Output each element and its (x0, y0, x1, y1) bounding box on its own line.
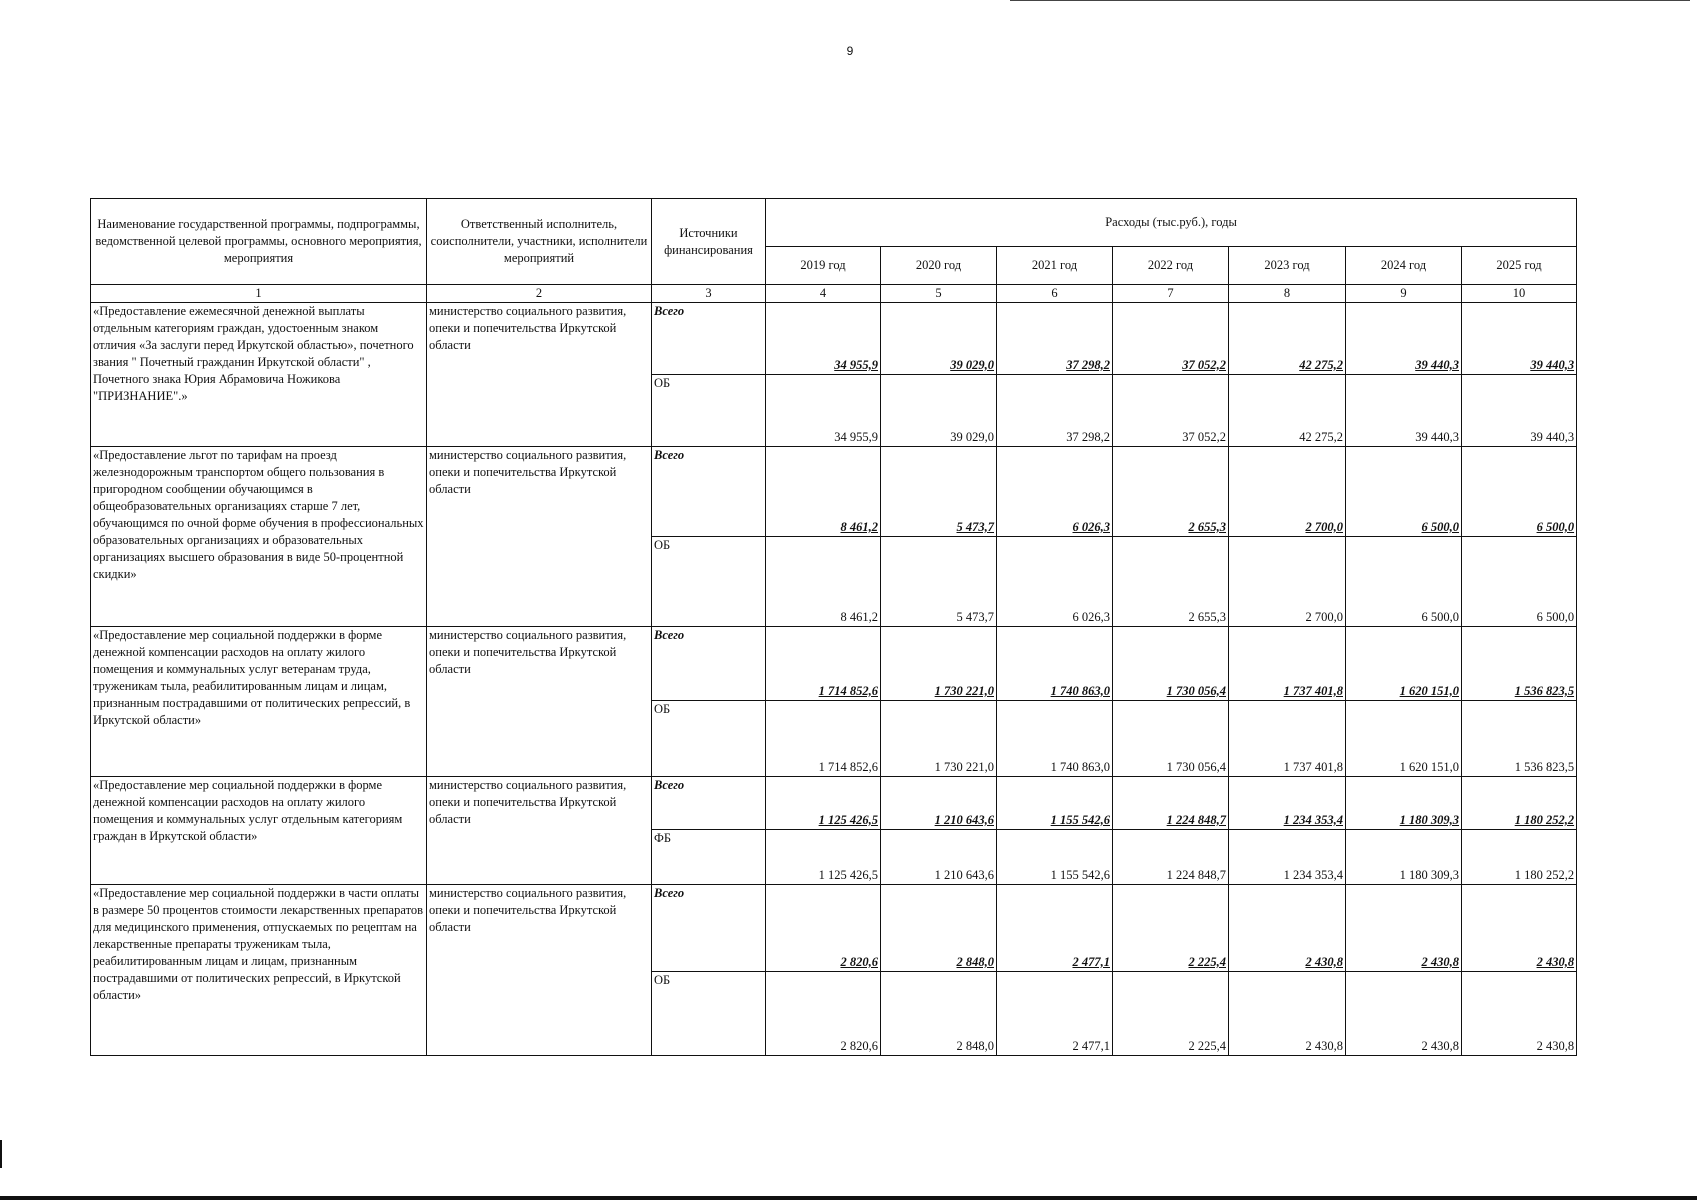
header-year: 2024 год (1346, 247, 1462, 285)
column-number: 6 (997, 285, 1113, 303)
total-value: 1 210 643,6 (881, 777, 997, 830)
table-row (91, 777, 1577, 830)
activity-name: «Предоставление ежемесячной денежной выплаты отдельным категориям граждан, удостоенным знаком отличия «За заслуги перед Иркутской областью», почетного звания " Почетный гражданин Иркутской области" , Почетного знака Юрия Абрамовича Ножикова "ПРИЗНАНИЕ".» (91, 303, 427, 447)
source-total-label: Всего (652, 777, 766, 830)
header-expenses: Расходы (тыс.руб.), годы (766, 199, 1577, 247)
total-value: 1 737 401,8 (1229, 627, 1346, 701)
source-value: 2 655,3 (1113, 537, 1229, 627)
total-value: 5 473,7 (881, 447, 997, 537)
total-value: 2 225,4 (1113, 885, 1229, 972)
source-value: 39 440,3 (1346, 375, 1462, 447)
column-number: 1 (91, 285, 427, 303)
source-value: 2 848,0 (881, 972, 997, 1056)
page-number: 9 (846, 44, 854, 58)
total-value: 1 714 852,6 (766, 627, 881, 701)
total-value: 6 500,0 (1346, 447, 1462, 537)
total-value: 2 700,0 (1229, 447, 1346, 537)
header-year: 2019 год (766, 247, 881, 285)
column-number: 2 (427, 285, 652, 303)
total-value: 1 155 542,6 (997, 777, 1113, 830)
header-year: 2020 год (881, 247, 997, 285)
source-value: 2 820,6 (766, 972, 881, 1056)
source-value: 1 125 426,5 (766, 830, 881, 885)
source-label: ОБ (652, 537, 766, 627)
total-value: 2 430,8 (1229, 885, 1346, 972)
total-value: 1 224 848,7 (1113, 777, 1229, 830)
total-value: 1 740 863,0 (997, 627, 1113, 701)
total-value: 1 234 353,4 (1229, 777, 1346, 830)
total-value: 37 298,2 (997, 303, 1113, 375)
source-value: 2 430,8 (1346, 972, 1462, 1056)
total-value: 1 620 151,0 (1346, 627, 1462, 701)
source-value: 1 180 252,2 (1462, 830, 1577, 885)
executor-cell: министерство социального развития, опеки и попечительства Иркутской области (427, 777, 652, 885)
source-value: 34 955,9 (766, 375, 881, 447)
executor-cell: министерство социального развития, опеки и попечительства Иркутской области (427, 447, 652, 627)
total-value: 2 820,6 (766, 885, 881, 972)
source-value: 6 026,3 (997, 537, 1113, 627)
activity-name: «Предоставление мер социальной поддержки в форме денежной компенсации расходов на оплату жилого помещения и коммунальных услуг ветеранам труда, труженикам тыла, реабилитированным лицам и лицам, признанным пострадавшими от политических репрессий, в Иркутской области» (91, 627, 427, 777)
total-value: 42 275,2 (1229, 303, 1346, 375)
source-value: 1 730 221,0 (881, 701, 997, 777)
source-value: 2 430,8 (1229, 972, 1346, 1056)
total-value: 1 180 252,2 (1462, 777, 1577, 830)
source-value: 1 620 151,0 (1346, 701, 1462, 777)
source-total-label: Всего (652, 627, 766, 701)
column-number: 4 (766, 285, 881, 303)
table-row (91, 627, 1577, 701)
table-row (91, 885, 1577, 972)
source-label: ОБ (652, 972, 766, 1056)
activity-name: «Предоставление мер социальной поддержки в части оплаты в размере 50 процентов стоимости лекарственных препаратов для медицинского применения, отпускаемых по рецептам на лекарственные препараты труженикам тыла, реабилитированным лицам и лицам, признанным пострадавшими от политических репрессий, в Иркутской области» (91, 885, 427, 1056)
source-value: 1 714 852,6 (766, 701, 881, 777)
source-value: 8 461,2 (766, 537, 881, 627)
source-value: 2 430,8 (1462, 972, 1577, 1056)
source-value: 42 275,2 (1229, 375, 1346, 447)
total-value: 2 430,8 (1462, 885, 1577, 972)
total-value: 1 730 221,0 (881, 627, 997, 701)
scan-edge-mark (0, 1140, 2, 1168)
column-number: 8 (1229, 285, 1346, 303)
total-value: 1 180 309,3 (1346, 777, 1462, 830)
source-value: 6 500,0 (1346, 537, 1462, 627)
source-value: 1 155 542,6 (997, 830, 1113, 885)
source-value: 6 500,0 (1462, 537, 1577, 627)
source-value: 1 224 848,7 (1113, 830, 1229, 885)
source-value: 5 473,7 (881, 537, 997, 627)
source-label: ОБ (652, 701, 766, 777)
source-total-label: Всего (652, 303, 766, 375)
source-value: 2 225,4 (1113, 972, 1229, 1056)
column-number: 7 (1113, 285, 1229, 303)
total-value: 2 430,8 (1346, 885, 1462, 972)
scan-edge-line (0, 1196, 1697, 1200)
source-value: 1 180 309,3 (1346, 830, 1462, 885)
source-value: 39 440,3 (1462, 375, 1577, 447)
header-name: Наименование государственной программы, подпрограммы, ведомственной целевой программы, основного мероприятия, мероприятия (91, 199, 427, 285)
source-value: 1 730 056,4 (1113, 701, 1229, 777)
total-value: 37 052,2 (1113, 303, 1229, 375)
header-executor: Ответственный исполнитель, соисполнители, участники, исполнители мероприятий (427, 199, 652, 285)
source-total-label: Всего (652, 447, 766, 537)
source-value: 1 737 401,8 (1229, 701, 1346, 777)
expenses-table (90, 198, 1577, 1056)
activity-name: «Предоставление льгот по тарифам на проезд железнодорожным транспортом общего пользования в пригородном сообщении обучающимся в общеобразовательных организациях старше 7 лет, обучающимся по очной форме обучения в профессиональных образовательных организациях и образовательных организациях высшего образования в виде 50-процентной скидки» (91, 447, 427, 627)
source-label: ФБ (652, 830, 766, 885)
source-value: 1 536 823,5 (1462, 701, 1577, 777)
source-value: 37 298,2 (997, 375, 1113, 447)
source-label: ОБ (652, 375, 766, 447)
column-number: 10 (1462, 285, 1577, 303)
total-value: 1 125 426,5 (766, 777, 881, 830)
source-value: 2 477,1 (997, 972, 1113, 1056)
column-number: 5 (881, 285, 997, 303)
total-value: 1 730 056,4 (1113, 627, 1229, 701)
total-value: 34 955,9 (766, 303, 881, 375)
total-value: 2 477,1 (997, 885, 1113, 972)
column-number: 3 (652, 285, 766, 303)
source-value: 1 740 863,0 (997, 701, 1113, 777)
executor-cell: министерство социального развития, опеки и попечительства Иркутской области (427, 627, 652, 777)
source-value: 2 700,0 (1229, 537, 1346, 627)
table-row (91, 447, 1577, 537)
table-row (91, 303, 1577, 375)
total-value: 39 440,3 (1346, 303, 1462, 375)
header-year: 2025 год (1462, 247, 1577, 285)
scan-edge-line (1010, 0, 1690, 1)
header-year: 2023 год (1229, 247, 1346, 285)
source-value: 39 029,0 (881, 375, 997, 447)
total-value: 6 026,3 (997, 447, 1113, 537)
total-value: 39 440,3 (1462, 303, 1577, 375)
source-value: 1 210 643,6 (881, 830, 997, 885)
total-value: 8 461,2 (766, 447, 881, 537)
total-value: 1 536 823,5 (1462, 627, 1577, 701)
header-source: Источники финансирования (652, 199, 766, 285)
source-value: 1 234 353,4 (1229, 830, 1346, 885)
header-year: 2021 год (997, 247, 1113, 285)
column-number: 9 (1346, 285, 1462, 303)
total-value: 2 655,3 (1113, 447, 1229, 537)
source-total-label: Всего (652, 885, 766, 972)
total-value: 2 848,0 (881, 885, 997, 972)
total-value: 39 029,0 (881, 303, 997, 375)
source-value: 37 052,2 (1113, 375, 1229, 447)
header-year: 2022 год (1113, 247, 1229, 285)
total-value: 6 500,0 (1462, 447, 1577, 537)
activity-name: «Предоставление мер социальной поддержки в форме денежной компенсации расходов на оплату жилого помещения и коммунальных услуг отдельным категориям граждан в Иркутской области» (91, 777, 427, 885)
executor-cell: министерство социального развития, опеки и попечительства Иркутской области (427, 885, 652, 1056)
executor-cell: министерство социального развития, опеки и попечительства Иркутской области (427, 303, 652, 447)
